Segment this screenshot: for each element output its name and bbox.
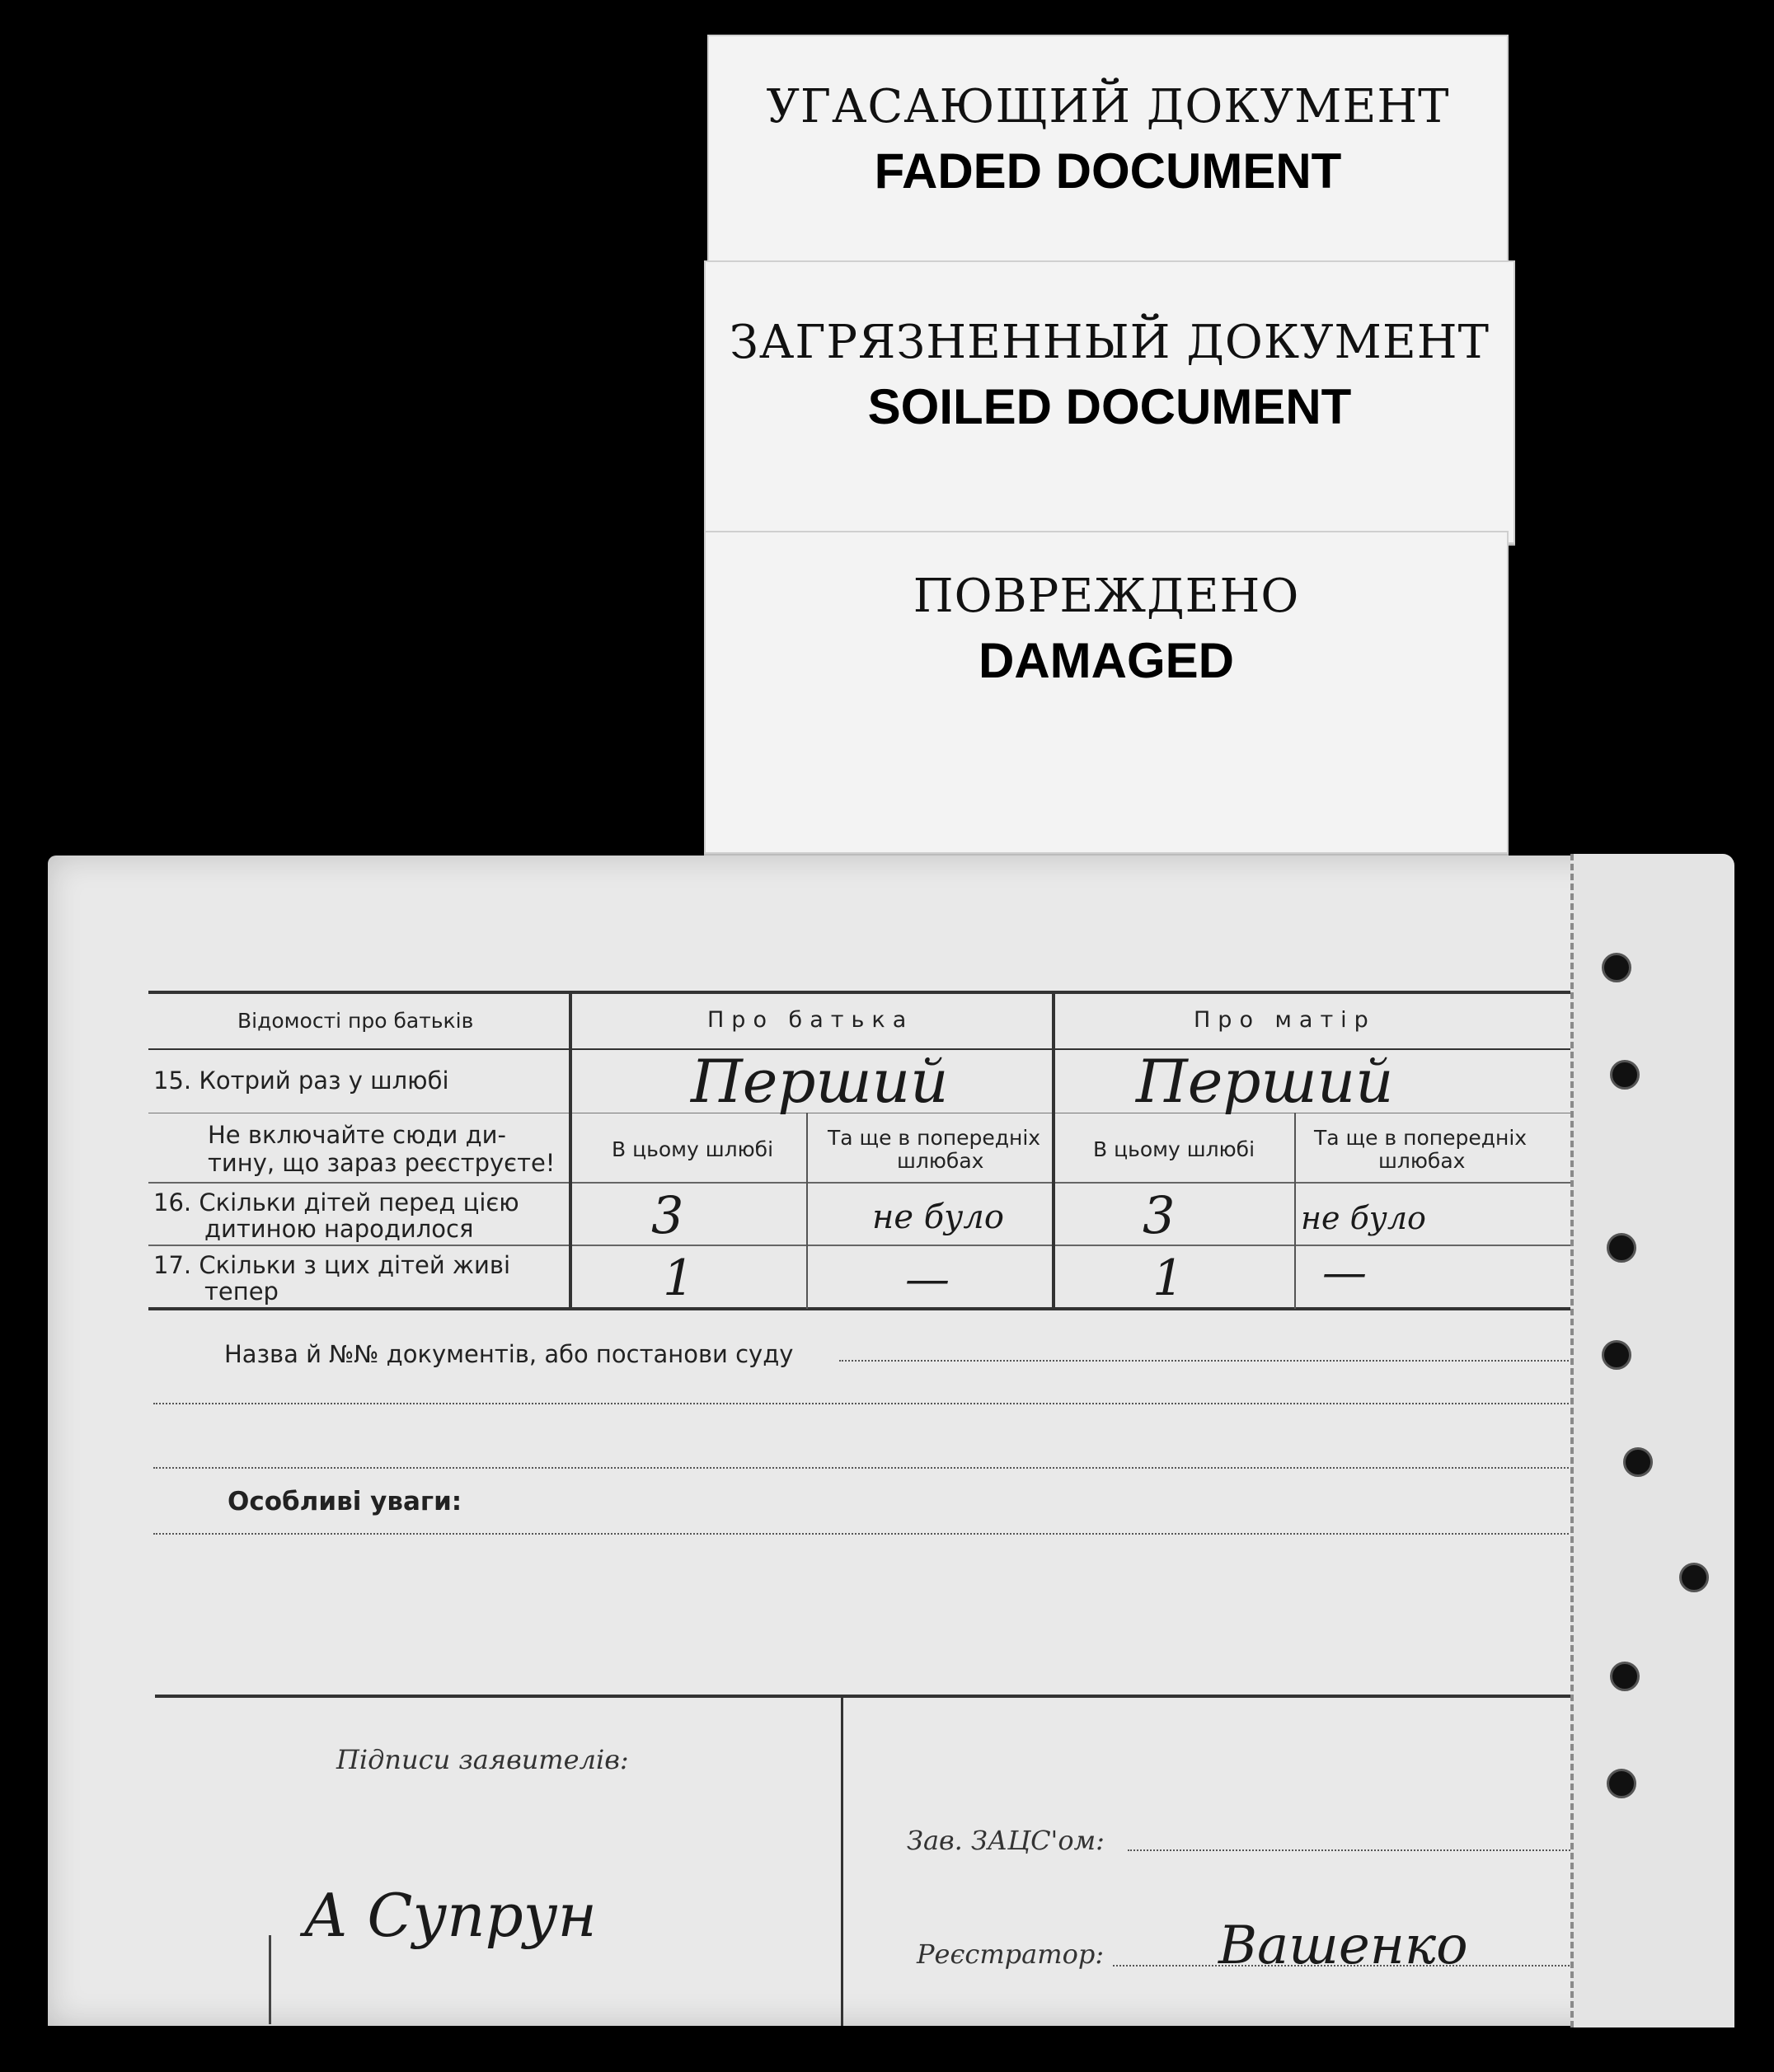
soiled-label-en: SOILED DOCUMENT: [867, 379, 1352, 434]
row16-mother-prev: не було: [1301, 1200, 1426, 1236]
row15-father-value: Перший: [691, 1047, 949, 1116]
punch-hole-icon: [1602, 953, 1631, 982]
row17-father-this: 1: [663, 1249, 695, 1307]
head-zags-label: Зав. ЗАЦС'ом:: [907, 1825, 1105, 1856]
remarks-label: Особливі уваги:: [228, 1487, 462, 1516]
row17-mother-prev: —: [1322, 1246, 1367, 1298]
head-zags-dotted: [1128, 1849, 1579, 1851]
mother-previous-l1: Та ще в попередніх: [1314, 1126, 1528, 1150]
row16-mother-this: 3: [1143, 1185, 1176, 1245]
header-parents-info: Відомості про батьків: [237, 1009, 474, 1033]
col-divider-1: [569, 992, 572, 1309]
note-rule: [148, 1182, 1583, 1184]
documents-label: Назва й №№ документів, або постанови суду: [224, 1340, 794, 1368]
row16-rule: [148, 1245, 1583, 1246]
registration-form-sheet: [48, 856, 1670, 2026]
punch-hole-icon: [1607, 1769, 1636, 1798]
remarks-dotted: [153, 1533, 1581, 1535]
registrar-label: Реєстратор:: [917, 1938, 1105, 1970]
row17-label-l1: 17. Скільки з цих дітей живі: [153, 1251, 511, 1279]
row16-label-l1: 16. Скільки дітей перед цією: [153, 1188, 519, 1216]
row16-father-prev: не було: [872, 1198, 1004, 1236]
table-top-rule: [148, 991, 1583, 994]
soiled-document-card: [704, 260, 1515, 544]
row17-mother-this: 1: [1152, 1249, 1185, 1307]
perforated-stub: [1570, 854, 1734, 2027]
row17-label-l2: тепер: [204, 1277, 279, 1306]
punch-hole-icon: [1623, 1447, 1653, 1477]
punch-hole-icon: [1607, 1233, 1636, 1263]
row16-label-l2: дитиною народилося: [204, 1215, 474, 1243]
documents-dotted-2: [153, 1403, 1581, 1404]
table-bottom-rule: [148, 1307, 1583, 1310]
col-divider-father: [806, 1113, 808, 1309]
signatures-top-rule: [155, 1695, 1581, 1698]
col-divider-2: [1052, 992, 1055, 1309]
documents-dotted-3: [153, 1467, 1581, 1469]
father-this-marriage: В цьому шлюбі: [612, 1137, 774, 1161]
applicants-signatures-label: Підписи заявителів:: [336, 1744, 629, 1775]
applicant-signature-stroke: [269, 1935, 271, 2024]
row15-label: 15. Котрий раз у шлюбі: [153, 1066, 449, 1095]
header-father: Про батька: [707, 1007, 914, 1033]
applicant-signature: А Супрун: [303, 1881, 597, 1950]
mother-previous-l2: шлюбах: [1378, 1149, 1466, 1173]
note-line2: тину, що зараз реєструєте!: [208, 1149, 556, 1177]
soiled-label-ru: ЗАГРЯЗНЕННЫЙ ДОКУМЕНТ: [730, 316, 1490, 369]
punch-hole-icon: [1679, 1563, 1709, 1592]
damaged-label-ru: ПОВРЕЖДЕНО: [913, 570, 1300, 623]
damaged-document-card: [704, 531, 1509, 854]
damaged-label-en: DAMAGED: [979, 633, 1234, 688]
registrar-dotted: [1113, 1965, 1579, 1967]
documents-dotted-1: [839, 1360, 1581, 1362]
father-previous-l2: шлюбах: [897, 1149, 984, 1173]
row16-father-this: 3: [651, 1185, 684, 1245]
note-line1: Не включайте сюди ди-: [208, 1121, 506, 1149]
punch-hole-icon: [1610, 1060, 1640, 1090]
signatures-divider: [841, 1696, 843, 2026]
punch-hole-icon: [1610, 1662, 1640, 1691]
header-mother: Про матір: [1194, 1007, 1376, 1033]
registrar-signature: Вашенко: [1218, 1915, 1468, 1976]
father-previous-l1: Та ще в попередніх: [828, 1126, 1041, 1150]
row15-mother-value: Перший: [1136, 1047, 1394, 1116]
faded-label-ru: УГАСАЮЩИЙ ДОКУМЕНТ: [766, 80, 1450, 134]
col-divider-mother: [1294, 1113, 1296, 1309]
faded-label-en: FADED DOCUMENT: [874, 143, 1342, 199]
row17-father-prev: —: [905, 1253, 950, 1305]
mother-this-marriage: В цьому шлюбі: [1093, 1137, 1255, 1161]
faded-document-card: [707, 35, 1509, 285]
punch-hole-icon: [1602, 1340, 1631, 1370]
